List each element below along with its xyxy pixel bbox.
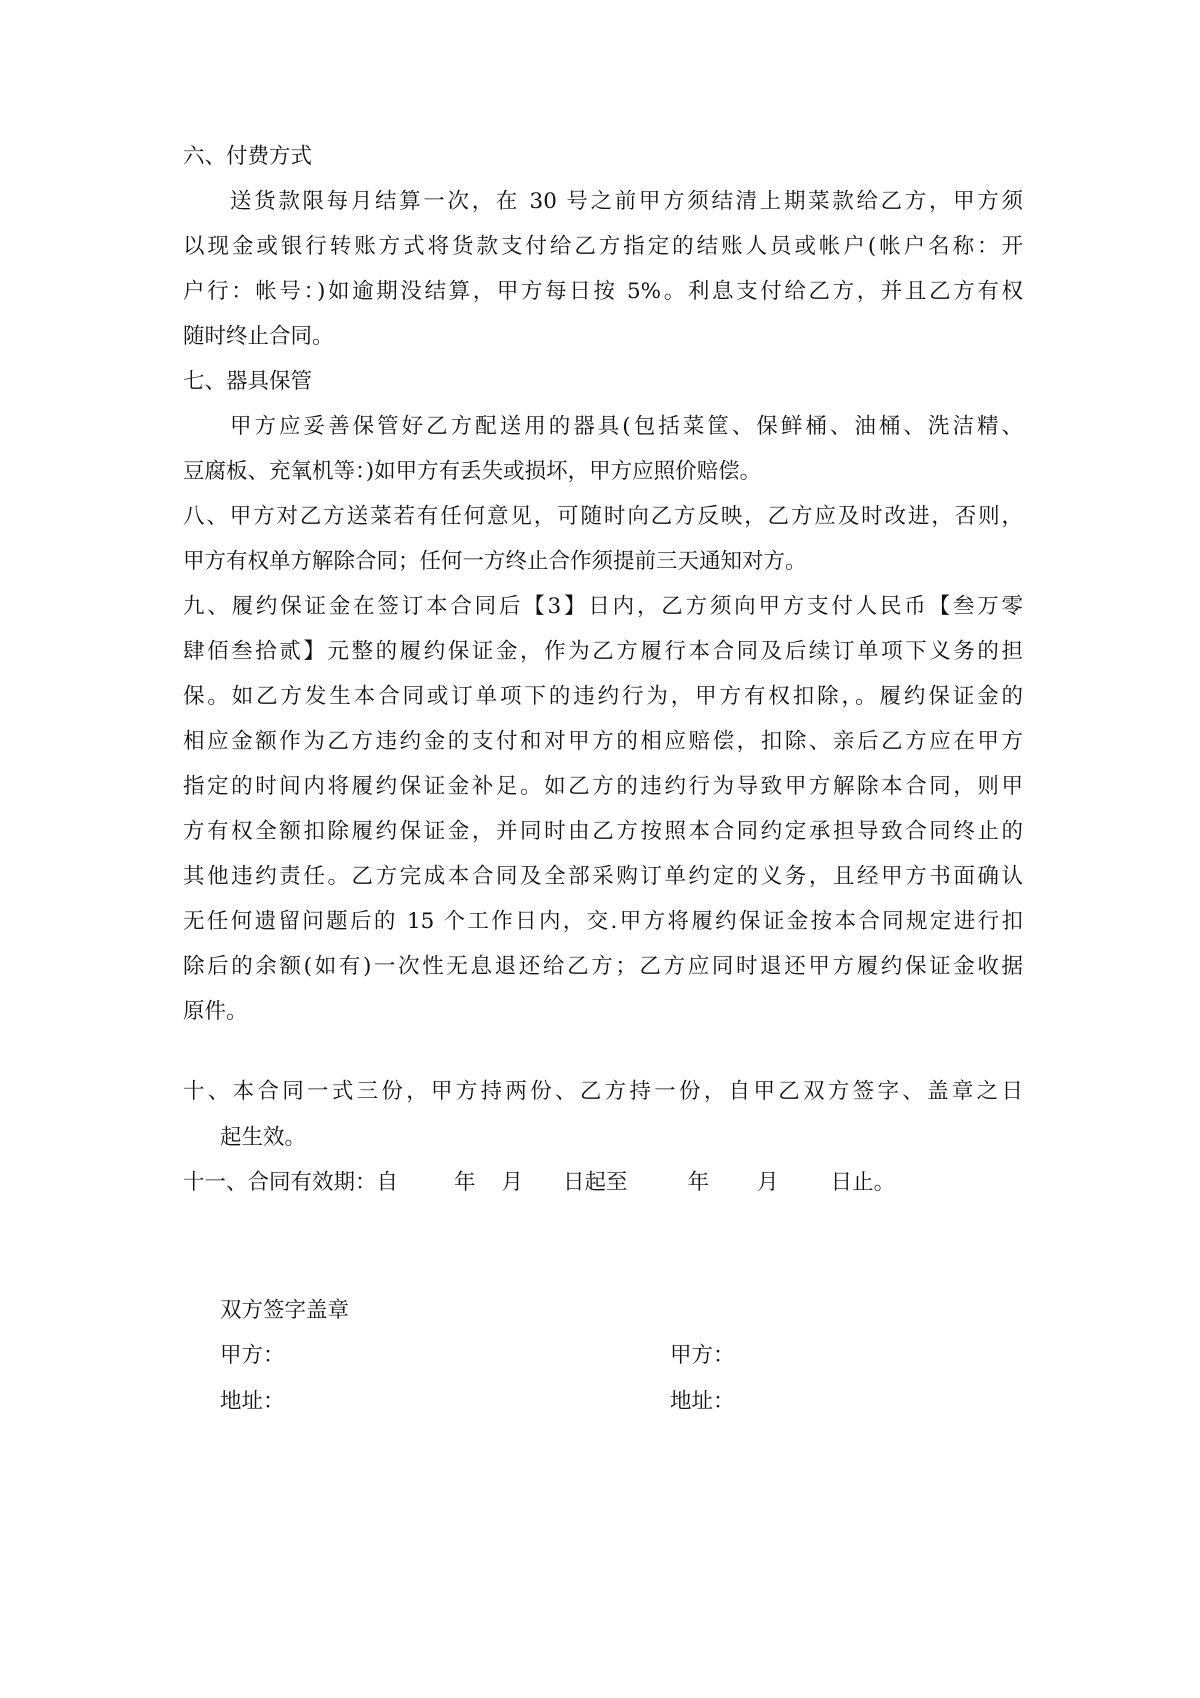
section-9-line-7: 其他违约责任。乙方完成本合同及全部采购订单约定的义务，且经甲方书面确认 <box>183 864 1023 889</box>
section-6-line-2: 以现金或银行转账方式将货款支付给乙方指定的结账人员或帐户(帐户名称：开 <box>183 234 1023 259</box>
section-9-line-6: 方有权全额扣除履约保证金，并同时由乙方按照本合同约定承担导致合同终止的 <box>183 819 1023 844</box>
section-6-line-1: 送货款限每月结算一次，在 30 号之前甲方须结清上期菜款给乙方，甲方须 <box>230 189 1023 214</box>
section-8-line-2: 甲方有权单方解除合同；任何一方终止合作须提前三天通知对方。 <box>183 549 807 574</box>
section-8-line-1: 八、甲方对乙方送菜若有任何意见，可随时向乙方反映，乙方应及时改进，否则， <box>183 504 1023 529</box>
section-9-line-10: 原件。 <box>183 999 248 1024</box>
section-9-line-1: 九、履约保证金在签订本合同后【3】日内，乙方须向甲方支付人民币【叁万零 <box>183 594 1023 619</box>
signature-left-party: 甲方： <box>220 1343 285 1368</box>
section-6-title: 六、付费方式 <box>183 144 313 169</box>
validity-start-year-label: 年 <box>454 1170 476 1195</box>
section-9-line-4: 相应金额作为乙方违约金的支付和对甲方的相应赔偿，扣除、亲后乙方应在甲方 <box>183 729 1023 754</box>
section-9-line-2: 肆佰叁拾贰】元整的履约保证金，作为乙方履行本合同及后续订单项下义务的担 <box>183 639 1023 664</box>
section-11-validity-line <box>183 1169 895 1197</box>
validity-start-month-label: 月 <box>501 1170 524 1195</box>
validity-end-day-label: 日止。 <box>830 1170 896 1195</box>
validity-end-month-label: 月 <box>757 1170 779 1195</box>
section-7-title: 七、器具保管 <box>183 369 313 394</box>
section-7-line-1: 甲方应妥善保管好乙方配送用的器具(包括菜筐、保鲜桶、油桶、洗洁精、 <box>230 414 1023 439</box>
validity-start-day-label: 日起至 <box>563 1170 628 1195</box>
section-6-line-3: 户行：帐号：)如逾期没结算，甲方每日按 5%。利息支付给乙方，并且乙方有权 <box>183 279 1023 304</box>
section-9-line-3: 保。如乙方发生本合同或订单项下的违约行为，甲方有权扣除，。履约保证金的 <box>183 684 1023 709</box>
section-7-line-2: 豆腐板、充氧机等：)如甲方有丢失或损坏，甲方应照价赔偿。 <box>183 459 762 484</box>
signature-right-address: 地址： <box>670 1389 735 1414</box>
section-9-line-8: 无任何遗留问题后的 15 个工作日内，交.甲方将履约保证金按本合同规定进行扣 <box>183 909 1023 934</box>
signature-heading: 双方签字盖章 <box>220 1298 350 1323</box>
signature-left-address: 地址： <box>220 1389 285 1414</box>
section-9-line-9: 除后的余额(如有)一次性无息退还给乙方；乙方应同时退还甲方履约保证金收据 <box>183 954 1023 979</box>
section-9-line-5: 指定的时间内将履约保证金补足。如乙方的违约行为导致甲方解除本合同，则甲 <box>183 774 1023 799</box>
validity-prefix: 十一、合同有效期：自 <box>183 1170 399 1195</box>
signature-right-party: 甲方： <box>670 1343 735 1368</box>
validity-end-year-label: 年 <box>687 1170 710 1195</box>
section-6-line-4: 随时终止合同。 <box>183 324 334 349</box>
section-10-line-2: 起生效。 <box>220 1125 307 1150</box>
section-10-line-1: 十、本合同一式三份，甲方持两份、乙方持一份，自甲乙双方签字、盖章之日 <box>183 1079 1023 1104</box>
